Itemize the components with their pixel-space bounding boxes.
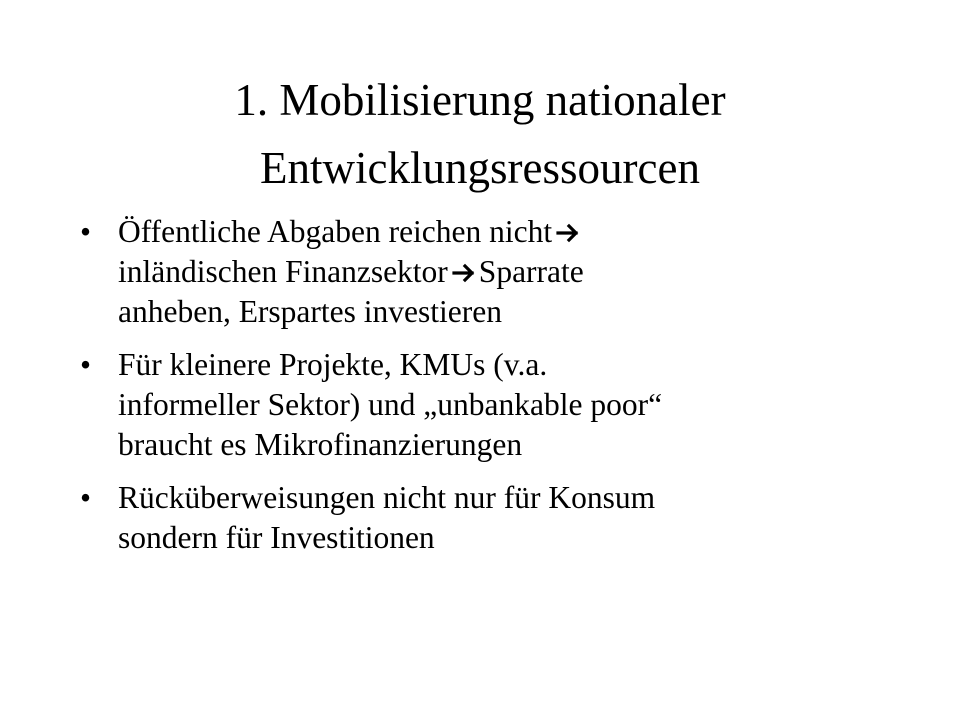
bullet-1-text-a: Öffentliche Abgaben reichen nicht xyxy=(118,214,553,249)
bullet-icon: • xyxy=(80,347,92,382)
bullet-icon: • xyxy=(80,480,92,515)
bullet-1-line-3: anheben, Erspartes investieren xyxy=(118,294,502,329)
bullet-3-line-1: Rücküberweisungen nicht nur für Konsum xyxy=(118,480,656,515)
bullet-1-text-c: Sparrate xyxy=(478,254,584,289)
bullet-2-line-1: Für kleinere Projekte, KMUs (v.a. xyxy=(118,347,548,382)
bullet-2-line-2: informeller Sektor) und „unbankable poor“ xyxy=(118,387,663,422)
bullet-icon: • xyxy=(80,214,92,249)
title-line-1: 1. Mobilisierung nationaler xyxy=(234,75,726,125)
bullet-1-line-1 xyxy=(118,212,880,252)
bullet-item-remittances xyxy=(80,478,880,558)
bullet-2-line-3: braucht es Mikrofinanzierungen xyxy=(118,427,523,462)
slide-title xyxy=(60,66,900,202)
right-arrow-icon xyxy=(452,263,477,283)
bullet-item-public-revenue xyxy=(80,212,880,332)
bullet-1-line-2 xyxy=(118,252,880,292)
bullet-item-microfinance xyxy=(80,345,880,465)
bullet-1-text-b: inländischen Finanzsektor xyxy=(118,254,448,289)
right-arrow-icon xyxy=(556,223,581,243)
bullet-3-line-2: sondern für Investitionen xyxy=(118,520,435,555)
bullet-list xyxy=(80,212,880,571)
title-line-2: Entwicklungsressourcen xyxy=(260,143,700,193)
